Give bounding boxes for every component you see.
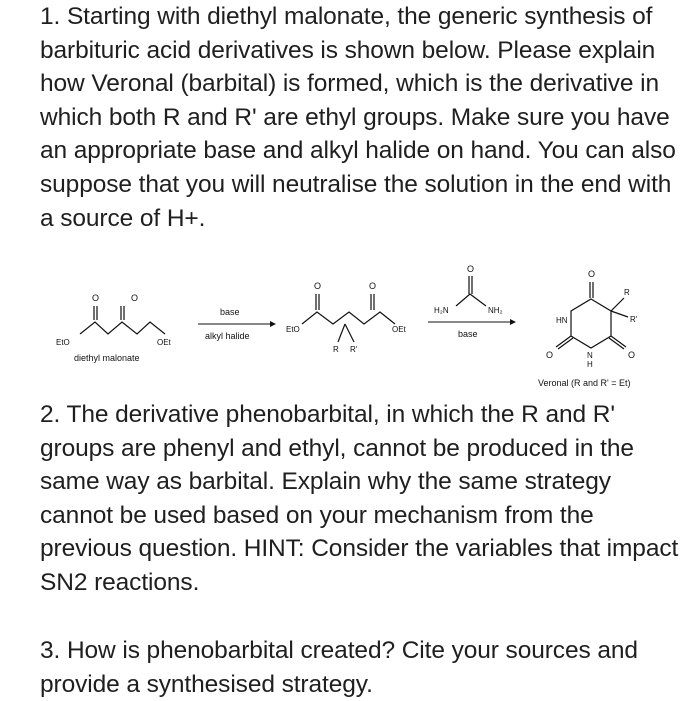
- product-r-bond: [611, 298, 624, 311]
- urea-oxygen: O: [467, 264, 475, 274]
- product-nh-left: HN: [556, 316, 568, 325]
- product-n-bottom: N: [587, 351, 593, 360]
- malonate-left-ester-group: EtO: [56, 338, 70, 347]
- intermediate-right-ester-group: OEt: [392, 325, 406, 334]
- product-r2-bond: [611, 311, 628, 317]
- question-3-text: 3. How is phenobarbital created? Cite your sources and provide a synthesised strategy.: [40, 637, 638, 698]
- product-h-bottom: H: [587, 360, 593, 369]
- product-oxygen-left: O: [546, 350, 554, 360]
- intermediate-substituent-r-prime: R': [350, 345, 358, 354]
- intermediate-oxygen-right: O: [369, 281, 377, 291]
- malonate-oxygen-right: O: [131, 293, 139, 303]
- product-substituent-r: R: [624, 288, 630, 297]
- product-oxygen-right: O: [628, 350, 636, 360]
- step1-arrow-head: [270, 321, 276, 327]
- intermediate-r-bond: [338, 324, 345, 342]
- urea-left-amine: H₂N: [434, 306, 449, 315]
- malonate-name-label: diethyl malonate: [74, 353, 140, 363]
- question-1-text: 1. Starting with diethyl malonate, the generic synthesis of barbituric acid derivatives is shown below. Please explain how Veronal (barbital) is formed, which is the derivative in which both R and R' are ethyl groups. Make sure you have an appropriate base and alkyl halide on hand. You can also suppose that you will neutralise the solution in the end with a source of H+.: [40, 3, 676, 232]
- veronal-product-structure: [538, 269, 638, 388]
- barbiturate-synthesis-scheme: [0, 262, 700, 398]
- question-2-text: 2. The derivative phenobarbital, in which the R and R' groups are phenyl and ethyl, cannot be produced in the same way as barbital. Explain why the same strategy cannot be used based on your mechanism from the previous question. HINT: Consider the variables that impact SN2 reactions.: [40, 401, 679, 596]
- intermediate-oxygen-left: O: [314, 281, 322, 291]
- step2-arrow-head: [510, 319, 516, 325]
- diethyl-malonate-structure: [56, 293, 172, 363]
- step2-reagent-base: base: [458, 329, 478, 339]
- malonate-backbone: [80, 322, 165, 334]
- intermediate-backbone: [302, 312, 395, 324]
- product-oxygen-top: O: [588, 269, 596, 279]
- intermediate-left-ester-group: EtO: [286, 325, 300, 334]
- dialkyl-malonate-structure: [286, 281, 407, 354]
- malonate-oxygen-left: O: [92, 293, 100, 303]
- intermediate-substituent-r: R: [333, 345, 339, 354]
- step1-reagent-base: base: [220, 307, 240, 317]
- product-substituent-r-prime: R': [630, 315, 638, 324]
- step1-reagent-alkyl-halide: alkyl halide: [205, 331, 250, 341]
- urea-right-bond: [470, 294, 486, 306]
- urea-right-amine: NH₂: [488, 306, 503, 315]
- malonate-right-ester-group: OEt: [157, 338, 171, 347]
- reaction-arrow-step-1: [198, 307, 276, 341]
- urea-left-bond: [456, 294, 470, 306]
- veronal-caption: Veronal (R and R' = Et): [538, 378, 631, 388]
- intermediate-r2-bond: [345, 324, 354, 342]
- reaction-arrow-step-2: [428, 264, 516, 339]
- barbiturate-ring: [571, 299, 611, 348]
